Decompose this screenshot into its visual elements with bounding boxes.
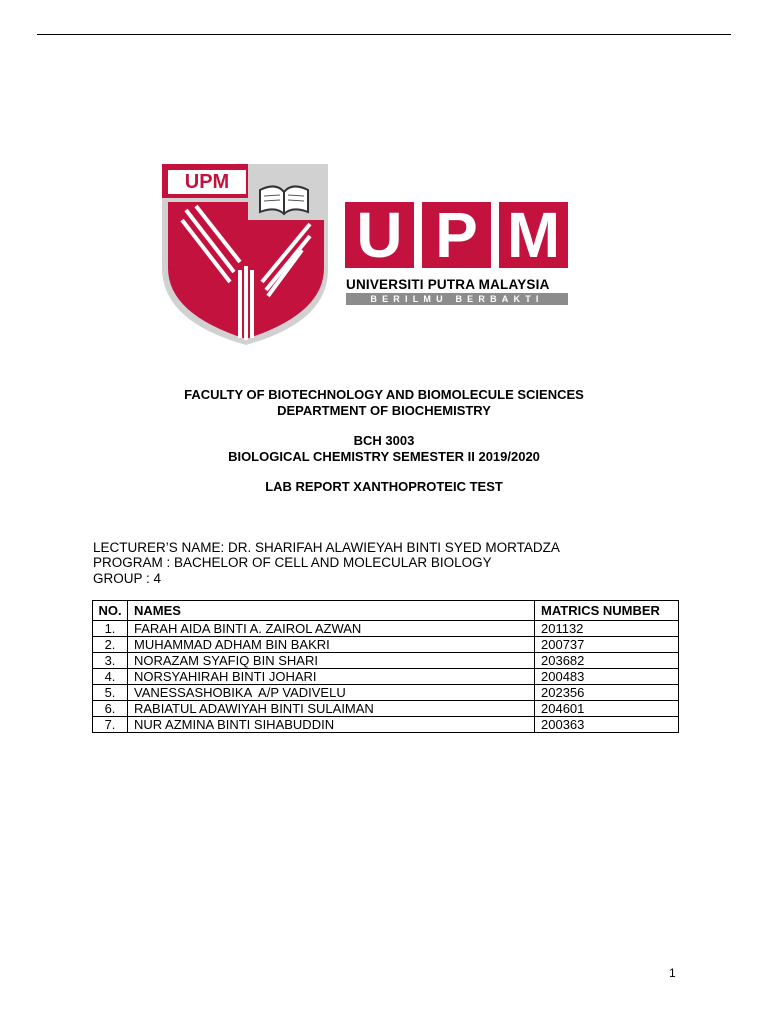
- table-row: [93, 685, 679, 701]
- row-number: 1.: [93, 621, 128, 637]
- matric-number: 200737: [535, 637, 679, 653]
- matric-number: 200363: [535, 717, 679, 733]
- report-title: LAB REPORT XANTHOPROTEIC TEST: [265, 479, 503, 494]
- row-number: 4.: [93, 669, 128, 685]
- student-name: NORAZAM SYAFIQ BIN SHARI: [128, 653, 535, 669]
- table-row: [93, 653, 679, 669]
- matric-number: 200483: [535, 669, 679, 685]
- course-title: BIOLOGICAL CHEMISTRY SEMESTER II 2019/2020: [228, 449, 540, 464]
- table-header-row: [93, 601, 679, 621]
- wordmark-letter: M: [499, 202, 568, 268]
- student-name: NUR AZMINA BINTI SIHABUDDIN: [128, 717, 535, 733]
- row-number: 3.: [93, 653, 128, 669]
- wordmark-letter: P: [422, 202, 491, 268]
- lecturer-name: LECTURER’S NAME: DR. SHARIFAH ALAWIEYAH BINTI SYED MORTADZA: [93, 540, 560, 555]
- matric-number: 202356: [535, 685, 679, 701]
- row-number: 6.: [93, 701, 128, 717]
- table-row: [93, 669, 679, 685]
- student-name: NORSYAHIRAH BINTI JOHARI: [128, 669, 535, 685]
- university-name: UNIVERSITI PUTRA MALAYSIA: [346, 277, 550, 292]
- table-row: [93, 701, 679, 717]
- matric-number: 201132: [535, 621, 679, 637]
- university-motto: BERILMU BERBAKTI: [346, 293, 568, 305]
- upm-wordmark: [345, 199, 568, 271]
- student-name: RABIATUL ADAWIYAH BINTI SULAIMAN: [128, 701, 535, 717]
- page-number: 1: [669, 966, 676, 980]
- header-no: NO.: [93, 601, 128, 621]
- group-number: GROUP : 4: [93, 571, 162, 586]
- header-matrics: MATRICS NUMBER: [535, 601, 679, 621]
- crest-label: UPM: [168, 170, 246, 194]
- student-name: MUHAMMAD ADHAM BIN BAKRI: [128, 637, 535, 653]
- matric-number: 203682: [535, 653, 679, 669]
- table-row: [93, 621, 679, 637]
- table-row: [93, 717, 679, 733]
- program-name: PROGRAM : BACHELOR OF CELL AND MOLECULAR BIOLOGY: [93, 555, 492, 570]
- header-rule: [37, 34, 731, 35]
- student-name: VANESSASHOBIKA A/P VADIVELU: [128, 685, 535, 701]
- upm-logo: [160, 162, 580, 347]
- header-names: NAMES: [128, 601, 535, 621]
- table-row: [93, 637, 679, 653]
- department-heading: DEPARTMENT OF BIOCHEMISTRY: [277, 403, 491, 418]
- course-code: BCH 3003: [353, 433, 415, 448]
- row-number: 5.: [93, 685, 128, 701]
- wordmark-letter: U: [345, 202, 414, 268]
- matric-number: 204601: [535, 701, 679, 717]
- student-name: FARAH AIDA BINTI A. ZAIROL AZWAN: [128, 621, 535, 637]
- members-table: [92, 600, 679, 733]
- row-number: 2.: [93, 637, 128, 653]
- faculty-heading: FACULTY OF BIOTECHNOLOGY AND BIOMOLECULE SCIENCES: [184, 387, 584, 402]
- row-number: 7.: [93, 717, 128, 733]
